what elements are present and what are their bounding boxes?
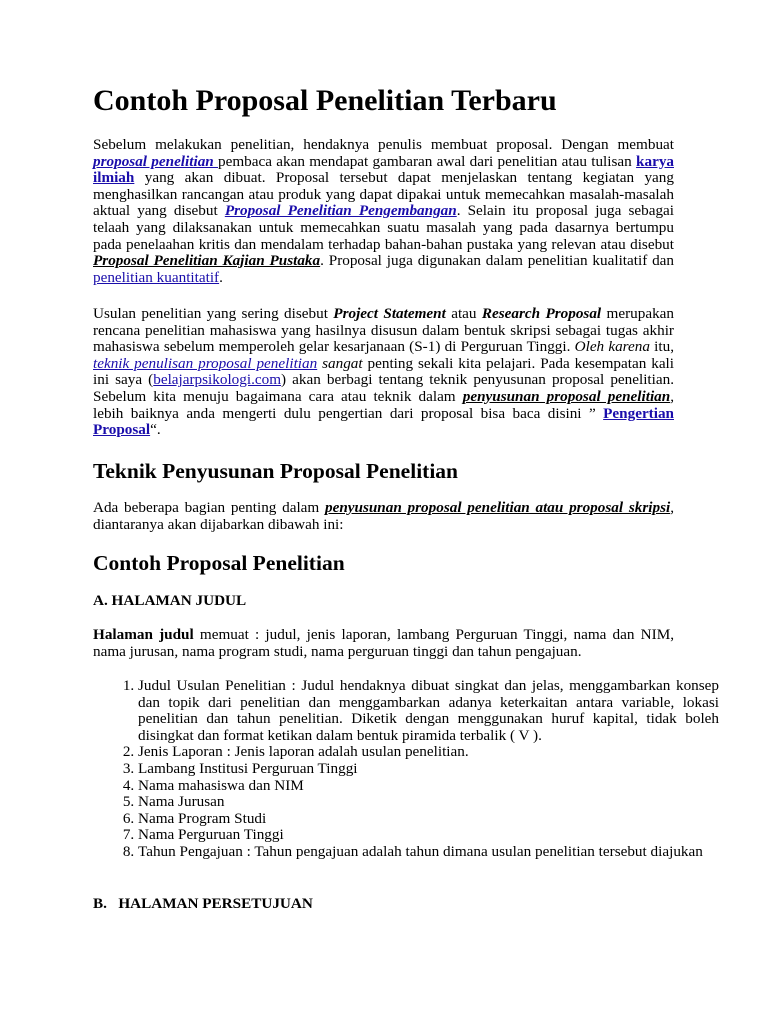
text: pembaca akan mendapat gambaran awal dari penelitian atau tulisan (218, 152, 637, 170)
text: itu, (649, 338, 674, 356)
text: Sebelum melakukan penelitian, hendaknya penulis membuat proposal. Dengan membuat (93, 136, 674, 153)
halaman-judul-paragraph (93, 627, 674, 660)
text: . Proposal juga digunakan dalam penelitian kualitatif dan (320, 252, 674, 270)
list-item: 4. Nama mahasiswa dan NIM (138, 778, 719, 795)
link-proposal-penelitian[interactable]: proposal penelitian (93, 152, 219, 170)
text: . (219, 268, 223, 286)
section-heading-contoh: Contoh Proposal Penelitian (93, 551, 345, 575)
text: ) akan berbagi tentang teknik penyusunan proposal penelitian. Sebelum kita menuju bagaimana cara atau teknik dalam (93, 371, 675, 405)
text: Usulan penelitian yang sering disebut (93, 305, 334, 322)
emphasis: Research Proposal (481, 305, 602, 322)
link-belajarpsikologi[interactable]: belajarpsikologi.com (153, 371, 282, 389)
usulan-paragraph (93, 306, 674, 439)
link-penyusunan-proposal[interactable]: penyusunan proposal penelitian (462, 387, 671, 405)
page-title: Contoh Proposal Penelitian Terbaru (93, 84, 557, 117)
text: , lebih baiknya anda mengerti dulu pengertian dari proposal bisa baca disini ” (93, 387, 674, 422)
link-proposal-pengembangan[interactable]: Proposal Penelitian Pengembangan (224, 202, 457, 220)
italic-text: Oleh karena (574, 338, 650, 356)
text: Ada beberapa bagian penting dalam (93, 499, 325, 516)
text: “. (150, 421, 161, 439)
list-item: 3. Lambang Institusi Perguruan Tinggi (138, 761, 719, 778)
link-karya-ilmiah[interactable]: karya ilmiah (93, 152, 674, 187)
list-item: 5. Nama Jurusan (138, 794, 719, 811)
text: memuat : judul, jenis laporan, lambang Perguruan Tinggi, nama dan NIM, nama jurusan, nama program studi, nama perguruan tinggi dan tahun pengajuan. (93, 626, 675, 660)
subheading-halaman-judul: A. HALAMAN JUDUL (93, 592, 247, 609)
teknik-paragraph (93, 500, 674, 533)
emphasis: Project Statement (333, 305, 446, 322)
link-proposal-kajian-pustaka[interactable]: Proposal Penelitian Kajian Pustaka (93, 252, 321, 270)
numbered-list (93, 678, 719, 861)
text: , diantaranya akan dijabarkan dibawah ini: (93, 499, 674, 533)
link-penelitian-kuantitatif[interactable]: penelitian kuantitatif (93, 268, 220, 286)
intro-paragraph (93, 137, 674, 286)
bold-text: Halaman judul (93, 626, 194, 643)
link-teknik-penulisan[interactable]: teknik penulisan proposal penelitian (93, 354, 318, 372)
italic-text: sangat (322, 354, 363, 372)
text: penting sekali kita pelajari. Pada kesempatan kali ini saya ( (93, 354, 674, 389)
list-item: 2. Jenis Laporan : Jenis laporan adalah usulan penelitian. (138, 744, 719, 761)
list-item: 6. Nama Program Studi (138, 811, 719, 828)
text: . Selain itu proposal juga sebagai telaah yang dilaksanakan untuk memecahkan suatu masalah yang pada dasarnya bertumpu pada penelaahan kritis dan mendalam terhadap bahan-bahan pustaka yang relevan atau disebut (93, 202, 674, 253)
list-item: 1. Judul Usulan Penelitian : Judul hendaknya dibuat singkat dan jelas, menggambarkan konsep dan topik dari penelitian dan menggambarkan adanya keterkaitan antara variable, lokasi penelitian dan tahun penelitian. Diketik dengan menggunakan huruf kapital, tidak boleh disingkat dan format ketikan dalam bentuk piramida terbalik ( V ). (138, 678, 719, 744)
list-item: 8. Tahun Pengajuan : Tahun pengajuan adalah tahun dimana usulan penelitian tersebut diajukan (138, 844, 719, 861)
text: merupakan rencana penelitian mahasiswa yang hasilnya disusun dalam bentuk skripsi sebagai tugas akhir mahasiswa sebelum memperoleh gelar kesarjanaan (S-1) di Perguruan Tinggi. (93, 305, 674, 356)
subheading-halaman-persetujuan: B. HALAMAN PERSETUJUAN (93, 895, 313, 912)
section-heading-teknik: Teknik Penyusunan Proposal Penelitian (93, 459, 459, 483)
link-penyusunan-skripsi[interactable]: penyusunan proposal penelitian atau proposal skripsi (324, 499, 671, 516)
link-pengertian-proposal[interactable]: Pengertian Proposal (93, 404, 674, 439)
text: atau (445, 305, 482, 322)
list-item: 7. Nama Perguruan Tinggi (138, 827, 719, 844)
text: yang akan dibuat. Proposal tersebut dapat menjelaskan tentang kegiatan yang menghasilkan rancangan atau produk yang dapat dipakai untuk memecahkan masalah-masalah aktual yang disebut (93, 169, 674, 220)
